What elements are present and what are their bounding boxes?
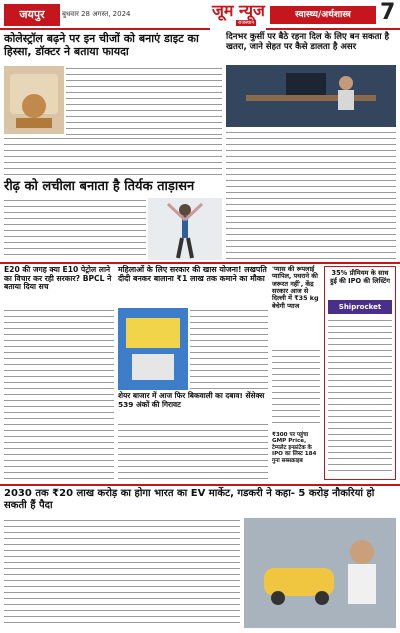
housing-body: [272, 348, 320, 428]
spine-body: [4, 198, 146, 258]
office-chair-headline: दिनभर कुर्सी पर बैठे रहना दिल के लिए बन सकता है खतरा, जाने सेहत पर कैसे डालता है असर: [226, 32, 390, 52]
ladki-behna-body: [190, 308, 268, 390]
share-market-body: [118, 422, 268, 480]
logo-sub: राजस्थान: [238, 20, 255, 26]
e20-body: [4, 308, 114, 480]
cholesterol-headline: कोलेस्ट्रॉल बढ़ने पर इन चीजों को बनाएं डाइट का हिस्सा, डॉक्टर ने बताया फायदा: [4, 32, 199, 58]
shiprocket-headline: 35% प्रीमियम के साथ हुई की IPO की लिस्टिंग: [330, 269, 390, 285]
gpu-headline: ₹300 पर पहुंचा GMP Price, टेम्पलेट इन्फ्रांटेक के IPO का लिस्ट 184 गुना सब्सक्राइब: [272, 432, 317, 464]
divider: [0, 262, 400, 264]
section-title: स्वास्थ्य/अर्थशास्त्र: [270, 6, 376, 24]
housing-headline: 'प्यास की रूपलाई प्यापिल, पथराने की जरूरत नहीं', केंद्र सरकार आज से दिल्ली में ₹35 kg बेचेगी प्याज: [272, 265, 319, 310]
logo-main: जूम न्यूज: [212, 1, 265, 20]
shiprocket-logo: Shiprocket: [328, 300, 392, 314]
ladki-behna-headline: महिलाओं के लिए सरकार की खास योजना! लखपति दीदी बनकर बालाना ₹1 लाख तक कमाने का मौका: [118, 265, 267, 283]
office-chair-body: [226, 130, 396, 260]
ev-headline: 2030 तक ₹20 लाख करोड़ का होगा भारत का EV मार्केट, गडकरी ने कहा- 5 करोड़ नौकरियां हो सकती हैं पैदा: [4, 488, 375, 511]
ladki-behna-image: [118, 308, 188, 390]
city-label: जयपुर: [4, 4, 60, 26]
office-chair-image: [226, 65, 396, 127]
cholesterol-body-left: [4, 136, 222, 176]
share-market-headline: शेयर बाजार में आज फिर बिकवाली का दबाव! सेंसेक्स 539 अंकों की गिरावट: [118, 391, 265, 409]
page-number: 7: [380, 0, 396, 25]
ev-body: [4, 518, 240, 628]
spine-image: [148, 198, 222, 260]
spine-headline: रीढ़ को लचीला बनाता है तिर्यक ताड़ासन: [4, 179, 195, 194]
cholesterol-body: [66, 66, 222, 136]
newspaper-logo: [210, 0, 266, 30]
divider-bottom: [0, 484, 400, 486]
issue-date: बुधवार 28 अगस्त, 2024: [62, 10, 131, 18]
cholesterol-image: [4, 66, 64, 134]
shiprocket-body: [328, 318, 392, 476]
e20-headline: E20 की जगह क्या E10 पेट्रोल लाने का विचार कर रही सरकार? BPCL ने बताया दिया सच: [4, 265, 112, 292]
ev-image: [244, 518, 396, 628]
